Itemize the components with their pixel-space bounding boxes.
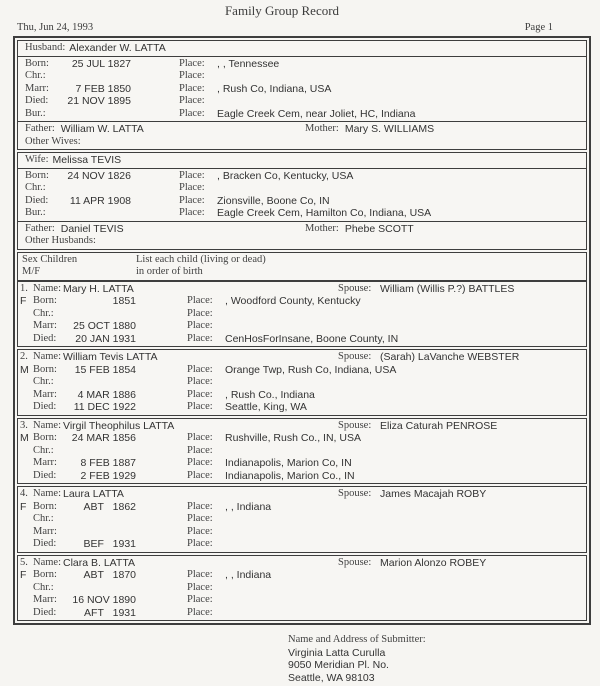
submitter-name: Virginia Latta Curulla <box>288 646 386 659</box>
place-label: Place: <box>187 320 213 331</box>
event-date <box>63 376 136 389</box>
child-number: 4. <box>20 488 28 499</box>
child-sex: M <box>20 363 29 376</box>
event-row <box>18 170 586 183</box>
event-date <box>58 70 131 83</box>
page-title: Family Group Record <box>224 3 340 18</box>
husband-name-row <box>18 42 586 55</box>
event-date <box>63 308 136 321</box>
event-date: ABT 1862 <box>83 500 136 513</box>
event-date: 11 APR 1908 <box>69 194 131 207</box>
child-name-row <box>18 420 586 433</box>
event-date: 2 FEB 1929 <box>80 469 136 482</box>
place-label: Place: <box>187 457 213 468</box>
child-spouse: William (Willis P.?) BATTLES <box>380 282 515 295</box>
event-place: Rushville, Rush Co., IN, USA <box>225 432 361 444</box>
event-place: CenHosForInsane, Boone County, IN <box>225 332 399 345</box>
place-label: Place: <box>187 432 213 443</box>
event-place: Indianapolis, Marion Co., IN <box>225 469 355 482</box>
meta-row <box>0 19 600 36</box>
other-wives-row <box>18 136 586 149</box>
place-label: Place: <box>187 401 213 412</box>
event-date: BEF 1931 <box>83 538 136 550</box>
event-label: Died: <box>25 95 49 106</box>
event-label: Died: <box>33 332 57 344</box>
spouse-label: Spouse: <box>338 488 372 499</box>
child-sex <box>20 582 33 595</box>
child-sex <box>20 389 33 402</box>
event-row <box>18 364 586 377</box>
event-place: , Rush Co, Indiana, USA <box>217 82 332 95</box>
wife-father: Daniel TEVIS <box>60 222 124 235</box>
event-row <box>18 389 586 402</box>
event-label: Died: <box>33 401 57 412</box>
child-sex <box>20 513 33 526</box>
event-row <box>18 594 586 607</box>
wife-parents-row <box>18 223 586 236</box>
event-label: Born: <box>33 432 57 443</box>
place-label: Place: <box>187 581 213 593</box>
place-label: Place: <box>179 194 205 206</box>
child-sex <box>20 607 33 620</box>
children-header-box <box>17 252 587 281</box>
child-spouse: Eliza Caturah PENROSE <box>380 419 498 432</box>
event-date: 24 MAR 1856 <box>71 432 136 444</box>
child-block <box>17 486 587 553</box>
event-row <box>18 108 586 121</box>
event-row <box>18 308 586 321</box>
event-row <box>18 569 586 582</box>
child-name: Mary H. LATTA <box>63 282 134 295</box>
event-label: Chr.: <box>33 444 54 456</box>
event-row <box>18 70 586 83</box>
child-sex <box>20 538 33 551</box>
submitter-street: 9050 Meridian Pl. No. <box>288 659 389 671</box>
mother-label: Mother: <box>305 123 339 134</box>
child-spouse: Marion Alonzo ROBEY <box>380 556 487 569</box>
event-place: , , Tennessee <box>217 57 280 70</box>
event-row <box>18 501 586 514</box>
place-label: Place: <box>179 182 205 193</box>
child-sex <box>20 401 33 414</box>
mother-label: Mother: <box>305 222 339 234</box>
event-place: , Woodford County, Kentucky <box>225 295 361 307</box>
event-label: Born: <box>33 295 57 306</box>
event-label: Chr.: <box>25 182 46 193</box>
wife-name-row <box>18 154 586 167</box>
event-label: Died: <box>33 469 57 481</box>
other-husbands-row <box>18 235 586 248</box>
event-date <box>63 513 136 526</box>
event-label: Born: <box>33 363 57 375</box>
child-sex: F <box>20 500 27 513</box>
place-label: Place: <box>179 169 205 181</box>
event-label: Marr: <box>33 525 57 537</box>
event-row <box>18 58 586 71</box>
place-label: Place: <box>187 307 213 319</box>
event-date: 4 MAR 1886 <box>77 388 136 401</box>
child-spouse: James Macajah ROBY <box>380 488 487 500</box>
place-label: Place: <box>187 363 213 375</box>
page-number: Page 1 <box>524 22 553 33</box>
husband-parents-box <box>17 121 587 150</box>
name-label: Name: <box>33 351 61 362</box>
event-date <box>58 182 131 195</box>
event-date: ABT 1870 <box>83 569 136 581</box>
event-row <box>18 376 586 389</box>
child-spouse: (Sarah) LaVanche WEBSTER <box>380 351 520 363</box>
wife-vitals <box>17 168 587 222</box>
event-date: AFT 1931 <box>84 606 136 619</box>
submitter-label: Name and Address of Submitter: <box>288 634 426 645</box>
event-place: Orange Twp, Rush Co, Indiana, USA <box>225 363 397 376</box>
place-label: Place: <box>187 606 213 618</box>
child-sex <box>20 457 33 470</box>
children-header-section <box>17 252 587 281</box>
event-row <box>18 538 586 551</box>
event-date: 15 FEB 1854 <box>74 363 136 376</box>
child-block <box>17 281 587 348</box>
place-label: Place: <box>187 594 213 605</box>
event-label: Died: <box>33 606 57 618</box>
event-row <box>18 470 586 483</box>
event-row <box>18 83 586 96</box>
place-label: Place: <box>187 569 213 580</box>
event-place: Eagle Creek Cem, Hamilton Co, Indiana, USA <box>217 207 432 219</box>
event-place: , , Indiana <box>225 500 272 513</box>
event-place: , Bracken Co, Kentucky, USA <box>217 169 354 182</box>
event-place: Eagle Creek Cem, near Joliet, HC, Indiana <box>217 107 416 120</box>
father-half <box>25 123 305 136</box>
child-name-row <box>18 557 586 570</box>
wife-parents-box <box>17 221 587 250</box>
wife-mother: Phebe SCOTT <box>344 222 414 235</box>
event-date <box>58 207 131 220</box>
child-sex: F <box>20 569 27 581</box>
event-date <box>63 582 136 595</box>
event-place: , Rush Co., Indiana <box>225 388 315 401</box>
event-label: Born: <box>33 569 57 580</box>
place-label: Place: <box>187 332 213 344</box>
spouse-label: Spouse: <box>338 556 372 568</box>
child-number: 5. <box>20 556 28 568</box>
child-number: 1. <box>20 282 28 294</box>
child-sex <box>20 308 33 321</box>
event-row <box>18 207 586 220</box>
children-section <box>17 281 587 622</box>
event-date: 8 FEB 1887 <box>80 457 136 469</box>
event-label: Bur.: <box>25 107 46 119</box>
wife-section <box>17 152 587 250</box>
event-row <box>18 333 586 346</box>
event-label: Chr.: <box>33 513 54 524</box>
father-label: Father: <box>25 123 55 134</box>
other-wives-label: Other Wives: <box>25 135 81 147</box>
event-date <box>63 445 136 458</box>
event-row <box>18 432 586 445</box>
event-date: 25 OCT 1880 <box>73 320 136 332</box>
child-name-row <box>18 283 586 296</box>
event-place: Indianapolis, Marion Co, IN <box>225 457 352 469</box>
husband-name-box <box>17 40 587 57</box>
spouse-label: Spouse: <box>338 419 372 431</box>
name-label: Name: <box>33 282 61 294</box>
print-date: Thu, Jun 24, 1993 <box>17 22 94 33</box>
event-label: Died: <box>33 538 57 549</box>
event-label: Bur.: <box>25 207 46 218</box>
child-number: 2. <box>20 351 28 362</box>
event-row <box>18 182 586 195</box>
place-label: Place: <box>187 500 213 512</box>
event-row <box>18 457 586 470</box>
child-block <box>17 418 587 485</box>
event-label: Born: <box>25 57 49 69</box>
father-half <box>25 223 305 236</box>
list-each-child-label: List each child (living or dead) <box>136 253 266 265</box>
event-date: 20 JAN 1931 <box>75 332 136 345</box>
place-label: Place: <box>187 525 213 537</box>
wife-name: Melissa TEVIS <box>52 154 122 166</box>
mf-label: M/F <box>22 266 41 277</box>
event-place: Seattle, King, WA <box>225 401 307 413</box>
event-row <box>18 582 586 595</box>
event-date: 24 NOV 1826 <box>67 169 131 182</box>
name-label: Name: <box>33 556 61 568</box>
husband-section <box>17 40 587 150</box>
name-label: Name: <box>33 488 61 499</box>
child-sex <box>20 445 33 458</box>
event-label: Chr.: <box>33 376 54 387</box>
husband-vitals <box>17 56 587 123</box>
wife-name-box <box>17 152 587 169</box>
place-label: Place: <box>187 513 213 524</box>
in-order-label: in order of birth <box>136 266 203 277</box>
place-label: Place: <box>179 107 205 119</box>
event-date: 7 FEB 1850 <box>75 82 131 95</box>
event-label: Died: <box>25 194 49 206</box>
child-block <box>17 349 587 416</box>
place-label: Place: <box>187 469 213 481</box>
event-date: 1851 <box>112 295 136 307</box>
child-sex <box>20 376 33 389</box>
place-label: Place: <box>187 295 213 306</box>
place-label: Place: <box>187 376 213 387</box>
husband-label: Husband: <box>25 42 66 53</box>
event-row <box>18 320 586 333</box>
child-name: Laura LATTA <box>63 488 124 500</box>
event-date <box>58 108 131 121</box>
submitter-block <box>288 634 600 684</box>
event-row <box>18 401 586 414</box>
child-name: Virgil Theophilus LATTA <box>63 419 175 432</box>
event-place: , , Indiana <box>225 569 272 581</box>
place-label: Place: <box>179 82 205 94</box>
child-name-row <box>18 351 586 364</box>
event-date: 21 NOV 1895 <box>67 95 131 107</box>
child-sex: M <box>20 432 29 444</box>
child-sex: F <box>20 295 27 307</box>
event-label: Chr.: <box>25 70 46 81</box>
event-row <box>18 526 586 539</box>
place-label: Place: <box>187 444 213 456</box>
place-label: Place: <box>187 538 213 549</box>
event-row <box>18 513 586 526</box>
place-label: Place: <box>179 95 205 106</box>
event-date: 16 NOV 1890 <box>72 594 136 606</box>
child-sex <box>20 594 33 607</box>
event-label: Born: <box>25 169 49 181</box>
spouse-label: Spouse: <box>338 282 372 294</box>
place-label: Place: <box>179 207 205 218</box>
husband-parents-row <box>18 123 586 136</box>
event-label: Marr: <box>25 82 49 94</box>
event-label: Marr: <box>33 594 57 605</box>
wife-label: Wife: <box>25 154 49 165</box>
event-row <box>18 607 586 620</box>
place-label: Place: <box>187 388 213 400</box>
child-block <box>17 555 587 622</box>
event-label: Marr: <box>33 457 57 468</box>
event-row <box>18 95 586 108</box>
submitter-city: Seattle, WA 98103 <box>288 671 375 684</box>
child-number: 3. <box>20 419 28 431</box>
name-label: Name: <box>33 419 61 431</box>
spouse-label: Spouse: <box>338 351 372 362</box>
event-label: Born: <box>33 500 57 512</box>
other-husbands-label: Other Husbands: <box>25 235 96 246</box>
event-date <box>63 526 136 539</box>
family-group-record-form <box>13 36 591 625</box>
child-name: William Tevis LATTA <box>63 351 158 363</box>
child-name: Clara B. LATTA <box>63 556 135 569</box>
husband-mother: Mary S. WILLIAMS <box>344 123 435 135</box>
event-place: Zionsville, Boone Co, IN <box>217 194 330 207</box>
event-date: 25 JUL 1827 <box>71 57 131 70</box>
event-date: 11 DEC 1922 <box>73 401 136 413</box>
place-label: Place: <box>179 57 205 69</box>
event-label: Marr: <box>33 320 57 331</box>
sex-children-label: Sex Children <box>22 253 78 265</box>
child-sex <box>20 333 33 346</box>
event-row <box>18 445 586 458</box>
event-row <box>18 195 586 208</box>
event-row <box>18 295 586 308</box>
husband-name: Alexander W. LATTA <box>69 42 166 54</box>
child-sex <box>20 320 33 333</box>
husband-father: William W. LATTA <box>60 123 144 135</box>
child-sex <box>20 470 33 483</box>
event-label: Marr: <box>33 388 57 400</box>
father-label: Father: <box>25 222 55 234</box>
child-sex <box>20 526 33 539</box>
event-label: Chr.: <box>33 307 54 319</box>
child-name-row <box>18 488 586 501</box>
event-label: Chr.: <box>33 581 54 593</box>
place-label: Place: <box>179 70 205 81</box>
